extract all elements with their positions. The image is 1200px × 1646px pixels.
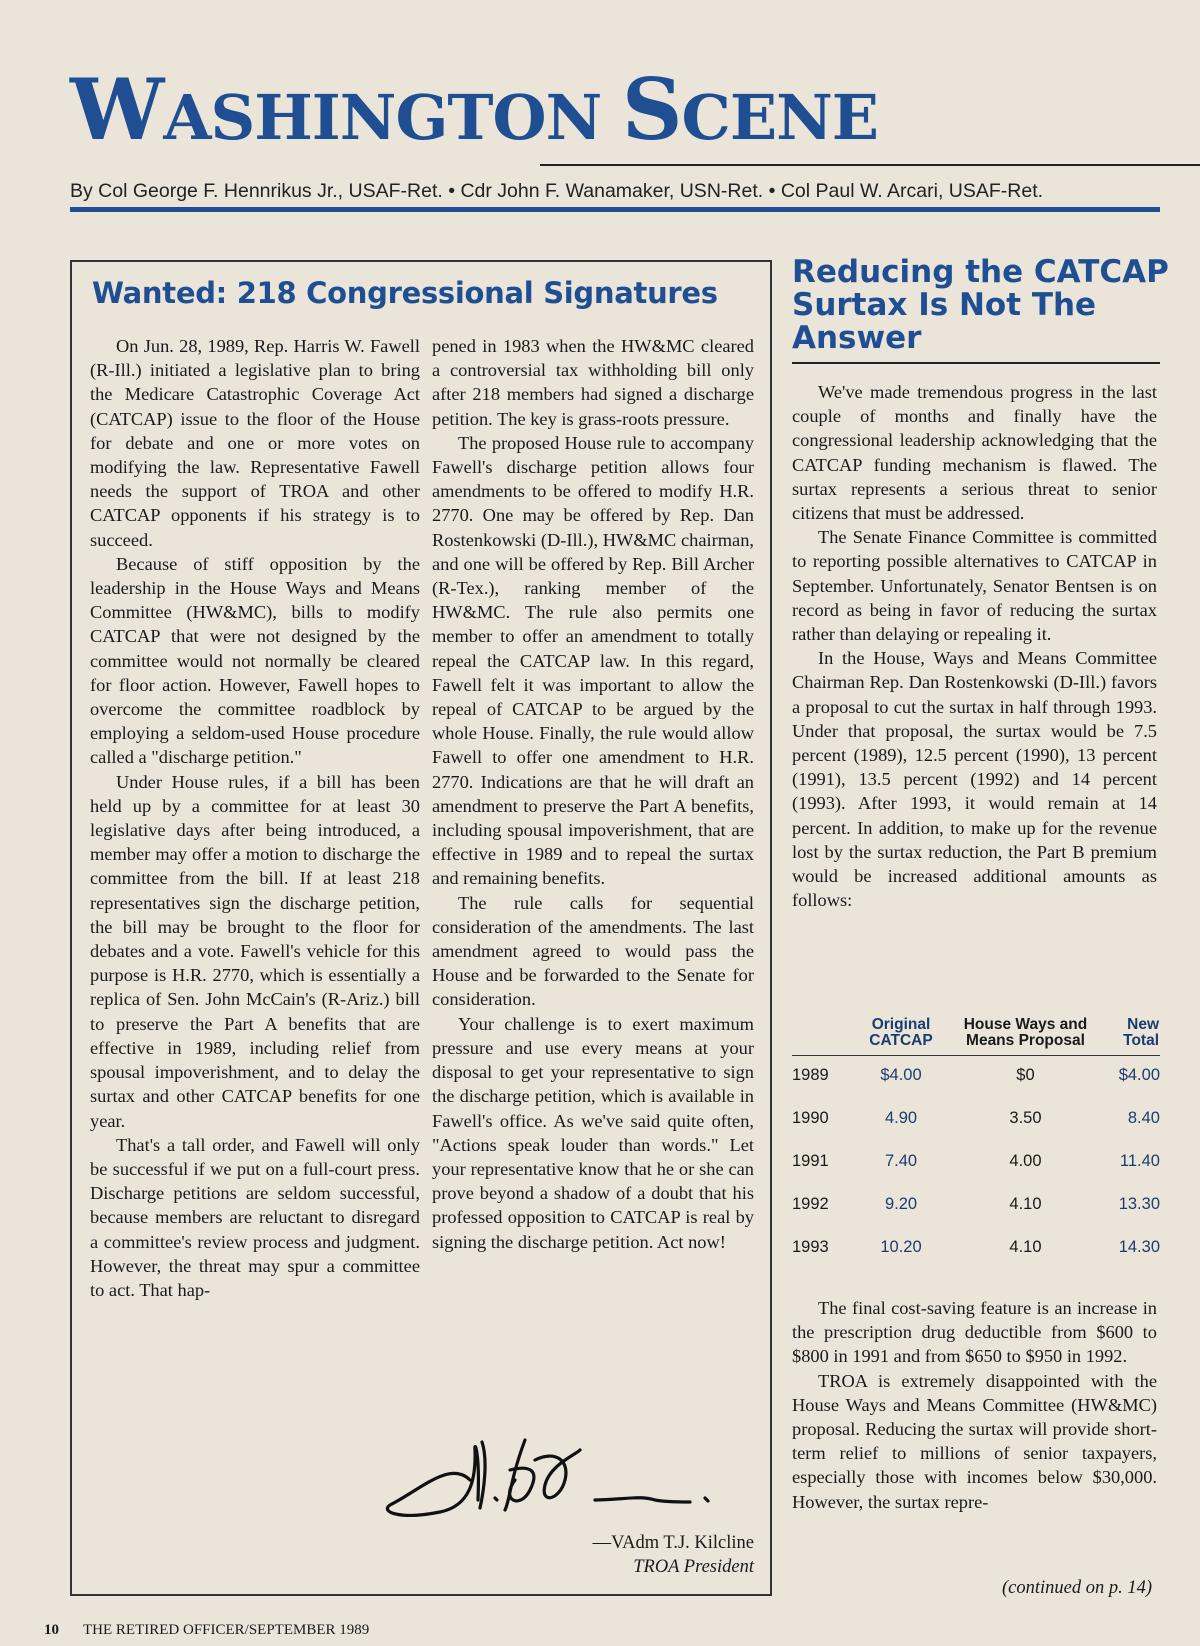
table-cell: 1992: [792, 1195, 829, 1213]
table-cell: 13.30: [1118, 1195, 1160, 1213]
table-cell: 9.20: [884, 1195, 918, 1213]
page-footer: [44, 1622, 369, 1639]
table-header: House Ways and Means Proposal: [963, 1016, 1088, 1049]
table-cell: 1990: [792, 1109, 829, 1127]
table-header: [792, 1016, 854, 1056]
table-cell: $0: [1016, 1066, 1035, 1084]
table-header: Original CATCAP: [869, 1016, 933, 1049]
premium-table: [792, 1016, 1160, 1271]
title-initial-s: S: [621, 60, 682, 159]
continued-note: (continued on p. 14): [1001, 1578, 1152, 1598]
publication-line: THE RETIRED OFFICER/SEPTEMBER 1989: [83, 1622, 370, 1638]
paragraph: That's a tall order, and Fawell will only be successful if we put on a full-court press. Discharge petitions are seldom successful, because members are reluctant to disregard a committee's review process and judgment. However, the threat may spur a committee to act. That hap-: [90, 1134, 420, 1300]
table-header: New Total: [1123, 1016, 1159, 1049]
paragraph: We've made tremendous progress in the last couple of months and finally have the congressional leadership acknowledging that the CATCAP funding mechanism is flawed. The surtax represents a serious threat to senior citizens that must be addressed.: [792, 382, 1157, 524]
title-part-1: ASHINGTON: [163, 81, 622, 154]
paragraph: The Senate Finance Committee is committed to reporting possible alternatives to CATCAP in September. Unfortunately, Senator Bentsen is on record as being in favor of reducing the surtax rather than delaying or repealing it.: [792, 527, 1157, 645]
paragraph: On Jun. 28, 1989, Rep. Harris W. Fawell (R-Ill.) initiated a legislative plan to bring the Medicare Catastrophic Coverage Act (CATCAP) issue to the floor of the House for debate and one or more votes on modifying the law. Representative Fawell needs the support of TROA and other CATCAP opponents if his strategy is to succeed.: [90, 336, 420, 550]
table-cell: 3.50: [1009, 1109, 1042, 1127]
masthead-rule: [540, 164, 1200, 166]
signer-role: TROA President: [633, 1557, 754, 1577]
sidebar-rule: [792, 362, 1160, 364]
table-cell: 1993: [792, 1238, 829, 1256]
table-cell: 8.40: [1127, 1109, 1160, 1127]
paragraph: The proposed House rule to accompany Fawell's discharge petition allows four amendments to be offered to modify H.R. 2770. One may be offered by Rep. Dan Rostenkowski (D-Ill.), HW&MC chairman, and one will be offered by Rep. Bill Archer (R-Tex.), ranking member of the HW&MC. The rule also permits one member to offer an amendment to totally repeal the CATCAP law. In this regard, Fawell felt it was important to allow the repeal of CATCAP to be argued by the whole House. Finally, the rule would allow Fawell to offer one amendment to H.R. 2770. Indications are that he will draft an amendment to preserve the Part A benefits, including spousal impoverishment, that are effective in 1989 and to repeal the surtax and remaining benefits.: [432, 432, 754, 889]
paragraph: The final cost-saving feature is an increase in the prescription drug deductible from $600 to $800 in 1991 and from $650 to $950 in 1992.: [792, 1298, 1157, 1367]
title-part-2: CENE: [681, 81, 879, 154]
table-cell: 14.30: [1118, 1238, 1160, 1256]
byline: By Col George F. Hennrikus Jr., USAF-Ret. • Cdr John F. Wanamaker, USN-Ret. • Col Paul W. Arcari, USAF-Ret.: [70, 180, 1044, 202]
feature-column-2: [432, 334, 754, 1254]
table-cell: 4.10: [1009, 1238, 1042, 1256]
feature-column-1: [90, 334, 420, 1302]
table-cell: 4.10: [1009, 1195, 1042, 1213]
table-cell: 11.40: [1119, 1152, 1160, 1170]
signer-name: —VAdm T.J. Kilcline: [592, 1533, 754, 1553]
sidebar-column: [792, 380, 1157, 912]
paragraph: Under House rules, if a bill has been held up by a committee for at least 30 legislative days after being introduced, a member may offer a motion to discharge the committee from the bill. If at least 218 representatives sign the discharge petition, the bill may be brought to the floor for debates and a vote. Fawell's vehicle for this purpose is H.R. 2770, which is essentially a replica of Sen. John McCain's (R-Ariz.) bill to preserve the Part A benefits that are effective in 1989, including relief from spousal impoverishment, and to delay the surtax and other CATCAP benefits for one year.: [90, 771, 420, 1131]
masthead: [70, 60, 1160, 159]
table-cell: 4.90: [884, 1109, 918, 1127]
paragraph: pened in 1983 when the HW&MC cleared a controversial tax withholding bill only after 218 members had signed a discharge petition. The key is grass-roots pressure.: [432, 336, 754, 429]
byline-rule: [70, 207, 1160, 212]
table-cell: 7.40: [884, 1152, 918, 1170]
table-row: [792, 1056, 1160, 1100]
handwritten-signature: [380, 1420, 750, 1530]
table-row: [792, 1228, 1160, 1271]
table-cell: 4.00: [1009, 1152, 1042, 1170]
paragraph: In the House, Ways and Means Committee Chairman Rep. Dan Rostenkowski (D-Ill.) favors a proposal to cut the surtax in half through 1993. Under that proposal, the surtax would be 7.5 percent (1989), 12.5 percent (1990), 13 percent (1991), 13.5 percent (1992) and 14 percent (1993). After 1993, it would remain at 14 percent. In addition, to make up for the revenue lost by the surtax reduction, the Part B premium would be increased additional amounts as follows:: [792, 648, 1157, 911]
paragraph: Your challenge is to exert maximum pressure and use every means at your disposal to get your representative to sign the discharge petition, which is available in Fawell's office. As we've said quite often, "Actions speak louder than words." Let your representative know that he or she can prove beyond a shadow of a doubt that his professed opposition to CATCAP is real by signing the discharge petition. Act now!: [432, 1013, 754, 1252]
title-initial-w: W: [70, 60, 164, 159]
table-cell: 1989: [792, 1066, 829, 1084]
table-row: [792, 1142, 1160, 1185]
table-row: [792, 1099, 1160, 1142]
sidebar-title: Reducing the CATCAP Surtax Is Not The Answer: [792, 254, 1169, 356]
table-cell: 10.20: [880, 1238, 922, 1256]
table-cell: $4.00: [880, 1066, 922, 1084]
table-header-row: [792, 1016, 1160, 1056]
table-cell: 1991: [792, 1152, 829, 1170]
paragraph: TROA is extremely disappointed with the House Ways and Means Committee (HW&MC) proposal. Reducing the surtax will provide short-term relief to millions of senior taxpayers, especially those with incomes below $30,000. However, the surtax repre-: [792, 1370, 1157, 1512]
masthead-title: [70, 60, 1160, 159]
page-number: 10: [44, 1622, 59, 1638]
signer-block: [593, 1531, 754, 1579]
feature-title: Wanted: 218 Congressional Signatures: [92, 276, 718, 310]
table-cell: $4.00: [1118, 1066, 1160, 1084]
table-row: [792, 1185, 1160, 1228]
paragraph: Because of stiff opposition by the leadership in the House Ways and Means Committee (HW&MC), bills to modify CATCAP that were not designed by the committee would not normally be cleared for floor action. However, Fawell hopes to overcome the committee roadblock by employing a seldom-used House procedure called a "discharge petition.": [90, 553, 420, 768]
sidebar-column-continued: [792, 1296, 1157, 1514]
paragraph: The rule calls for sequential consideration of the amendments. The last amendment agreed to would pass the House and be forwarded to the Senate for consideration.: [432, 892, 754, 1010]
